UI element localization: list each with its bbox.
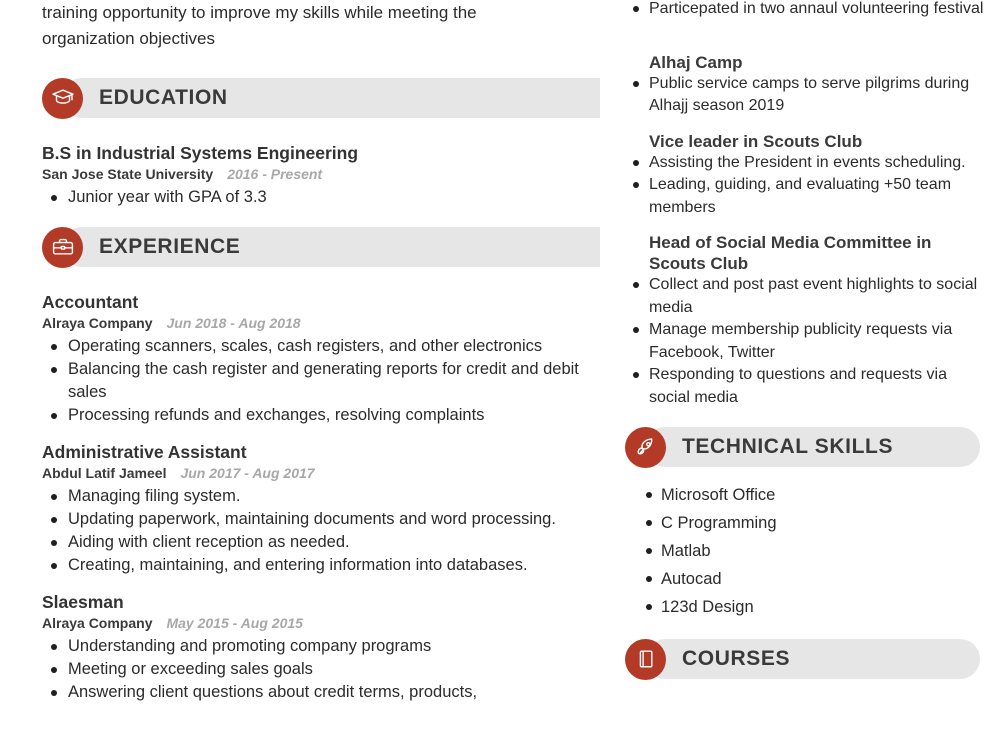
spacer [625, 21, 990, 39]
list-item: Aiding with client reception as needed. [42, 531, 595, 554]
list-item: Public service camps to serve pilgrims during Alhajj season 2019 [625, 73, 990, 118]
experience-entry [42, 291, 595, 427]
volunteering-title: Head of Social Media Committee in Scouts Club [649, 233, 932, 273]
experience-entry [42, 591, 595, 704]
profile-intro-paragraph [42, 0, 595, 52]
briefcase-icon [42, 227, 83, 268]
job-meta [42, 314, 595, 333]
technical-skills-list [625, 481, 990, 621]
job-meta [42, 614, 595, 633]
list-item: Responding to questions and requests via social media [625, 364, 990, 409]
list-item: Creating, maintaining, and entering information into databases. [42, 554, 595, 577]
list-item: Operating scanners, scales, cash registers, and other electronics [42, 335, 595, 358]
volunteering-entry [625, 52, 990, 118]
education-bullets [42, 186, 595, 209]
intro-line-1: training opportunity to improve my skills while meeting the [42, 3, 477, 22]
list-item: Assisting the President in events scheduling. [625, 152, 990, 175]
job-company: Alraya Company [42, 615, 153, 631]
spacer [42, 118, 595, 128]
list-item: Junior year with GPA of 3.3 [42, 186, 595, 209]
list-item: Leading, guiding, and evaluating +50 team members [625, 174, 990, 219]
spacer [625, 621, 990, 639]
list-item: Processing refunds and exchanges, resolving complaints [42, 404, 595, 427]
volunteering-clipped-bullets [625, 0, 990, 21]
list-item: Particepated in two annaul volunteering festival [625, 0, 990, 21]
spacer [42, 52, 595, 78]
job-bullets [42, 485, 595, 577]
job-title: Administrative Assistant [42, 442, 247, 462]
section-header-education [42, 78, 595, 118]
intro-line-2: organization objectives [42, 29, 215, 48]
job-bullets [42, 335, 595, 427]
list-item: Meeting or exceeding sales goals [42, 658, 595, 681]
job-dates: Jun 2018 - Aug 2018 [166, 315, 301, 331]
list-item: Balancing the cash register and generating reports for credit and debit sales [42, 358, 595, 404]
list-item: Answering client questions about credit terms, products, [42, 681, 595, 704]
job-bullets [42, 635, 595, 704]
section-header-courses [625, 639, 990, 679]
volunteering-entry [625, 232, 990, 409]
job-title: Accountant [42, 292, 139, 312]
spacer [625, 409, 990, 427]
list-item: 123d Design [625, 593, 990, 621]
job-company: Alraya Company [42, 315, 153, 331]
rocket-icon [625, 427, 666, 468]
list-item: Collect and post past event highlights to social media [625, 274, 990, 319]
job-dates: May 2015 - Aug 2015 [166, 615, 303, 631]
volunteering-bullets [625, 73, 990, 118]
education-school: San Jose State University [42, 166, 214, 182]
volunteering-title: Vice leader in Scouts Club [649, 131, 863, 151]
list-item: Matlab [625, 537, 990, 565]
job-meta [42, 464, 595, 483]
section-header-technical-skills [625, 427, 990, 467]
job-title: Slaesman [42, 592, 124, 612]
graduation-cap-icon [42, 78, 83, 119]
job-dates: Jun 2017 - Aug 2017 [180, 465, 315, 481]
volunteering-bullets [625, 274, 990, 409]
list-item: Autocad [625, 565, 990, 593]
volunteering-title: Alhaj Camp [649, 52, 743, 72]
list-item: Microsoft Office [625, 481, 990, 509]
volunteering-bullets [625, 152, 990, 220]
book-icon [625, 639, 666, 680]
list-item: Updating paperwork, maintaining documents and word processing. [42, 508, 595, 531]
education-entry [42, 142, 595, 209]
education-degree: B.S in Industrial Systems Engineering [42, 143, 359, 163]
spacer [42, 209, 595, 227]
section-header-experience [42, 227, 595, 267]
experience-entry [42, 441, 595, 577]
list-item: Understanding and promoting company programs [42, 635, 595, 658]
job-company: Abdul Latif Jameel [42, 465, 167, 481]
section-title-education: EDUCATION [99, 86, 228, 109]
education-dates: 2016 - Present [227, 166, 323, 182]
section-title-experience: EXPERIENCE [99, 235, 241, 258]
list-item: Manage membership publicity requests via Facebook, Twitter [625, 319, 990, 364]
section-title-courses: COURSES [682, 647, 791, 670]
section-title-technical-skills: TECHNICAL SKILLS [682, 435, 894, 458]
spacer [42, 267, 595, 277]
list-item: Managing filing system. [42, 485, 595, 508]
right-column [615, 0, 1000, 750]
education-meta [42, 165, 595, 184]
list-item: C Programming [625, 509, 990, 537]
volunteering-entry [625, 131, 990, 220]
